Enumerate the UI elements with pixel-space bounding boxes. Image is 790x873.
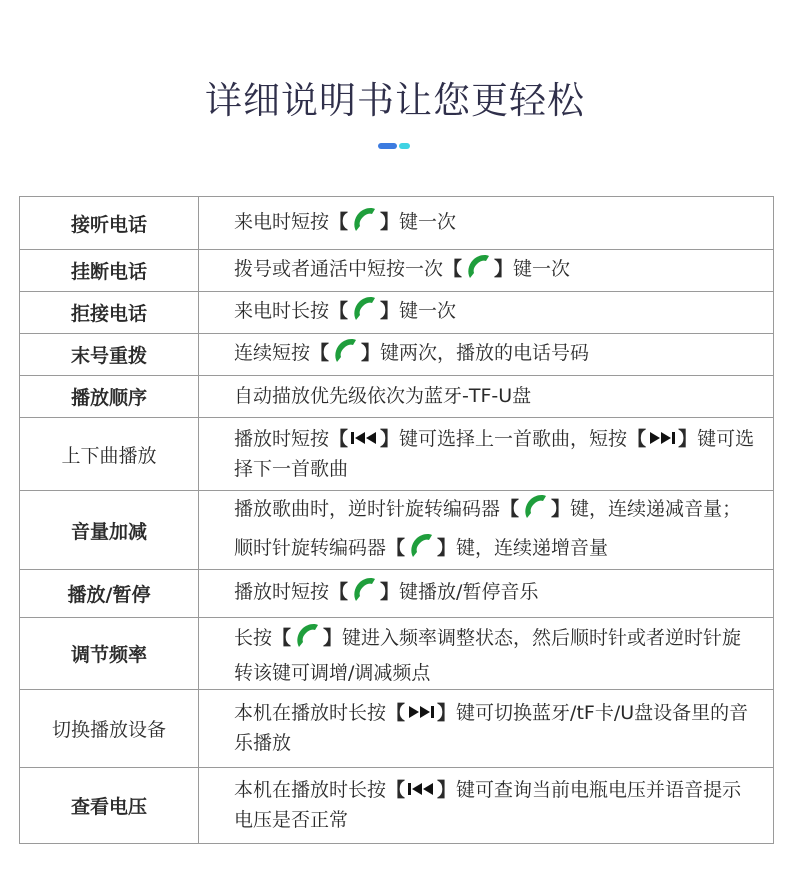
table-row	[20, 376, 774, 418]
row-description: 长按【 】键进入频率调整状态，然后顺时针或者逆时针旋转该键可调增/调减频点	[199, 618, 774, 690]
row-label: 查看电压	[20, 768, 199, 844]
row-label: 播放顺序	[20, 376, 199, 418]
row-label: 挂断电话	[20, 250, 199, 292]
row-label: 音量加减	[20, 491, 199, 570]
row-label: 末号重拨	[20, 334, 199, 376]
next-track-icon	[407, 700, 435, 729]
row-description: 播放歌曲时，逆时针旋转编码器【 】键，连续递减音量；顺时针旋转编码器【 】键，连续递增音量	[199, 491, 774, 570]
row-description: 自动描放优先级依次为蓝牙-TF-U盘	[199, 376, 774, 418]
table-row	[20, 197, 774, 250]
row-label: 播放/暂停	[20, 570, 199, 618]
table-row	[20, 418, 774, 491]
row-description: 连续短按【 】键两次，播放的电话号码	[199, 334, 774, 376]
accent-blue-dash	[378, 143, 397, 149]
page-title: 详细说明书让您更轻松	[205, 79, 585, 122]
phone-handset-icon	[330, 335, 360, 374]
previous-track-icon	[407, 777, 435, 806]
phone-handset-icon	[349, 293, 379, 332]
row-label: 接听电话	[20, 197, 199, 250]
table-row	[20, 570, 774, 618]
row-description: 本机在播放时长按【 】键可切换蓝牙/tF卡/U盘设备里的音乐播放	[199, 690, 774, 768]
table-row	[20, 250, 774, 292]
phone-handset-icon	[292, 620, 322, 659]
row-description: 本机在播放时长按【 】键可查询当前电瓶电压并语音提示电压是否正常	[199, 768, 774, 844]
table-row	[20, 491, 774, 570]
previous-track-icon	[350, 426, 378, 455]
table-row	[20, 768, 774, 844]
row-label: 上下曲播放	[20, 418, 199, 491]
table-row	[20, 292, 774, 334]
phone-handset-icon	[349, 204, 379, 243]
instruction-table	[19, 196, 774, 844]
next-track-icon	[648, 426, 676, 455]
row-label: 切换播放设备	[20, 690, 199, 768]
row-description: 来电时长按【 】键一次	[199, 292, 774, 334]
phone-handset-icon	[463, 251, 493, 290]
row-description: 播放时短按【 】键可选择上一首歌曲，短按【 】键可选择下一首歌曲	[199, 418, 774, 491]
row-description: 拨号或者通活中短按一次【 】键一次	[199, 250, 774, 292]
table-row	[20, 334, 774, 376]
row-label: 调节频率	[20, 618, 199, 690]
phone-handset-icon	[349, 574, 379, 613]
accent-cyan-dash	[399, 143, 410, 149]
table-row	[20, 618, 774, 690]
phone-handset-icon	[406, 530, 436, 569]
phone-handset-icon	[520, 491, 550, 530]
row-description: 来电时短按【 】键一次	[199, 197, 774, 250]
table-row	[20, 690, 774, 768]
row-label: 拒接电话	[20, 292, 199, 334]
row-description: 播放时短按【 】键播放/暂停音乐	[199, 570, 774, 618]
